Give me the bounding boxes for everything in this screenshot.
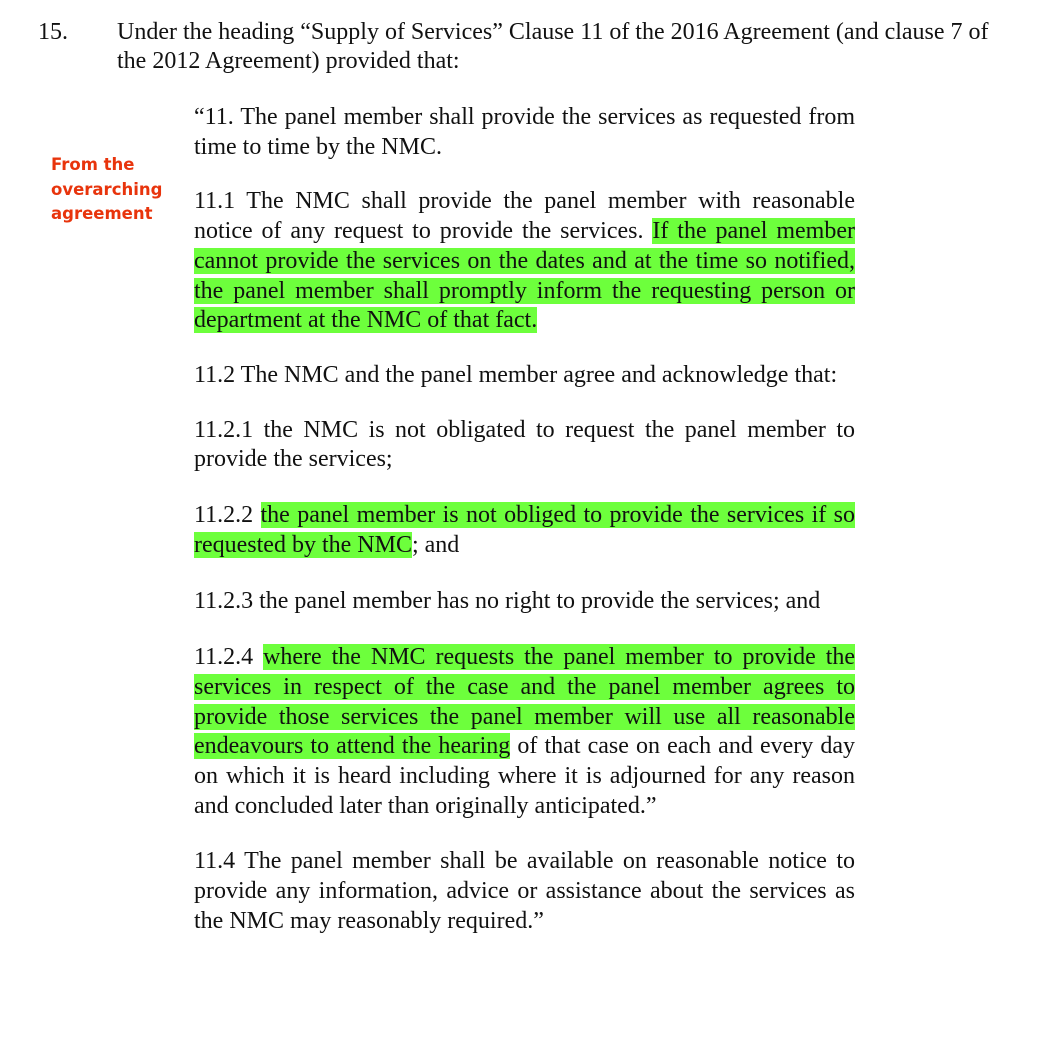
clause-11-2-4 <box>194 643 855 821</box>
clause-11-2-2 <box>194 501 855 560</box>
clause-11-2: 11.2 The NMC and the panel member agree and acknowledge that: <box>194 361 838 388</box>
clause-11-2-2-end: ; and <box>411 531 460 558</box>
clause-11-2-2-number: 11.2.2 <box>194 502 261 529</box>
clause-11-4: 11.4 The panel member shall be available on reasonable notice to provide any information, advice or assistance about the services as the NMC may reasonably required.” <box>194 848 855 934</box>
annotation-line-2: overarching <box>51 179 163 199</box>
clause-11-2-4-highlight: where the NMC requests the panel member to provide the services in respect of the case and the panel member agrees to provide those services the panel member will use all reasonable endeavours to attend the hearing <box>194 644 856 760</box>
clause-11: “11. The panel member shall provide the services as requested from time to time by the NMC. <box>194 104 855 160</box>
clause-11-2-2-highlight: the panel member is not obliged to provide the services if so requested by the NMC <box>194 502 856 558</box>
quoted-clause-11 <box>194 103 855 936</box>
margin-annotation <box>51 153 171 227</box>
clause-11-2-4-number: 11.2.4 <box>194 644 264 671</box>
clause-11-2-1: 11.2.1 the NMC is not obligated to request the panel member to provide the services; <box>194 416 855 473</box>
clause-11-1-text: 11.1 The NMC shall provide the panel member with reasonable notice of any request to provide the services. <box>194 188 855 245</box>
clause-11-2-4-text: of that case on each and every day on which it is heard including where it is adjourned for any reason and concluded later than originally anticipated.” <box>194 733 855 819</box>
clause-11-1-highlight: If the panel member cannot provide the services on the dates and at the time so notified, the panel member shall promptly inform the requesting person or department at the NMC of that fact. <box>194 218 855 334</box>
annotation-line-3: agreement <box>51 204 153 223</box>
clause-11-2-3: 11.2.3 the panel member has no right to provide the services; and <box>194 588 821 615</box>
annotation-line-1: From the <box>51 155 135 174</box>
paragraph-number: 15. <box>38 19 68 45</box>
clause-11-1 <box>194 187 855 336</box>
paragraph-intro: Under the heading “Supply of Services” Clause 11 of the 2016 Agreement (and clause 7 of the 2012 Agreement) provided that: <box>117 19 989 74</box>
